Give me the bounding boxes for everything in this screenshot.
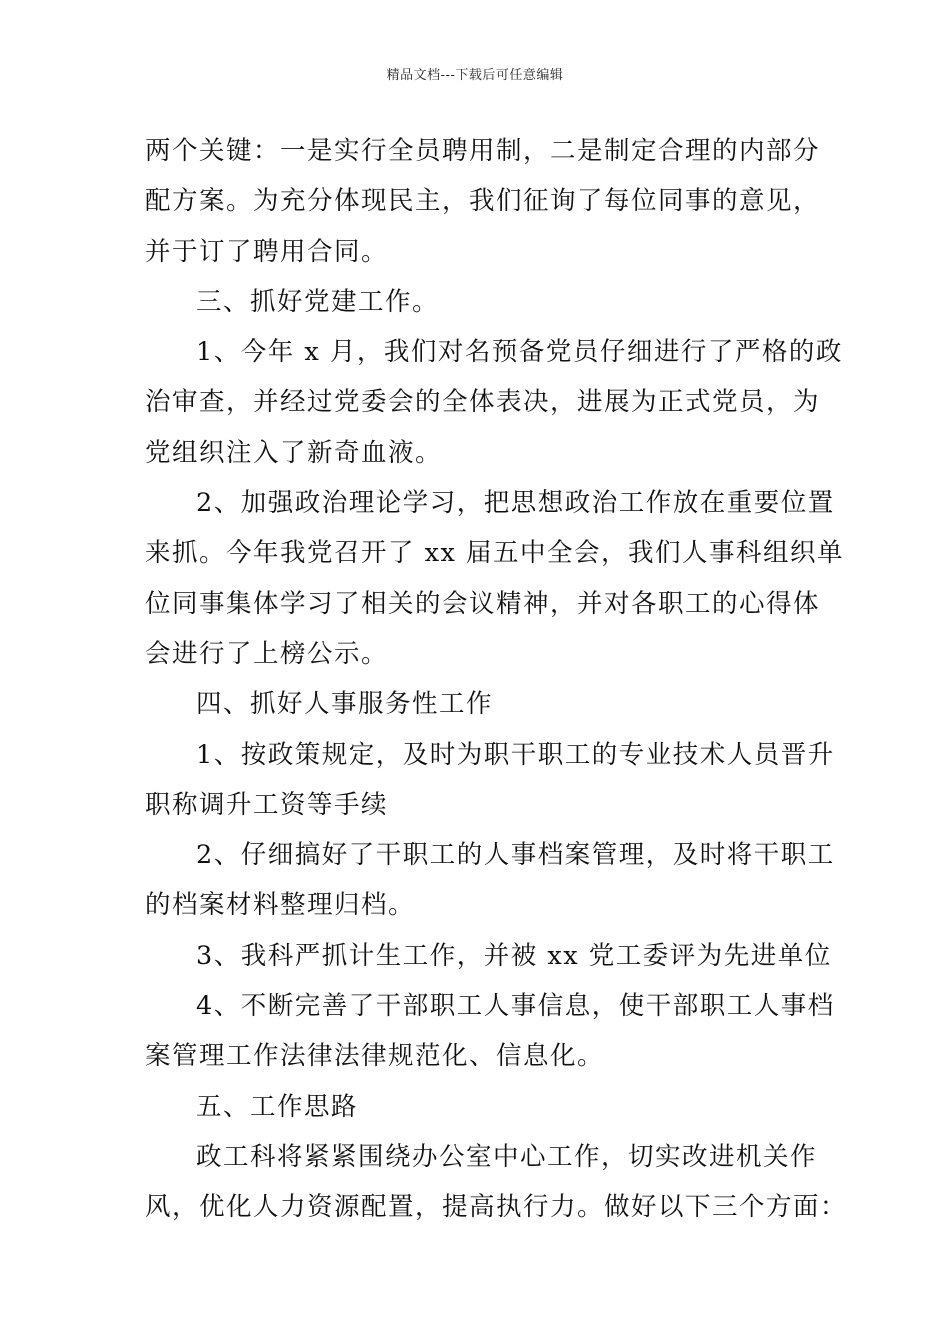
text-line: 配方案。为充分体现民主，我们征询了每位同事的意见， bbox=[145, 186, 821, 217]
text-line: 风，优化人力资源配置，提高执行力。做好以下三个方面： bbox=[145, 1192, 848, 1223]
text-line: 1、今年 x 月，我们对名预备党员仔细进行了严格的政 bbox=[196, 337, 843, 368]
text-line: 2、加强政治理论学习，把思想政治工作放在重要位置 bbox=[196, 488, 835, 519]
page-header: 精品文档---下载后可任意编辑 bbox=[386, 68, 564, 83]
section-heading: 五、工作思路 bbox=[196, 1091, 359, 1122]
section-heading: 三、抓好党建工作。 bbox=[196, 286, 440, 317]
text-line: 并于订了聘用合同。 bbox=[145, 236, 389, 267]
text-line: 位同事集体学习了相关的会议精神，并对各职工的心得体 bbox=[145, 588, 821, 619]
text-line: 两个关键：一是实行全员聘用制，二是制定合理的内部分 bbox=[145, 136, 821, 166]
section-heading: 四、抓好人事服务性工作 bbox=[196, 689, 494, 720]
text-line: 职称调升工资等手续 bbox=[145, 789, 389, 820]
text-line: 2、仔细搞好了干职工的人事档案管理，及时将干职工 bbox=[196, 840, 835, 871]
text-line: 案管理工作法律法律规范化、信息化。 bbox=[145, 1041, 605, 1072]
text-line: 政工科将紧紧围绕办公室中心工作，切实改进机关作 bbox=[196, 1141, 818, 1172]
text-line: 来抓。今年我党召开了 xx 届五中全会，我们人事科组织单 bbox=[145, 538, 844, 569]
text-line: 党组织注入了新奇血液。 bbox=[145, 437, 443, 468]
text-line: 治审查，并经过党委会的全体表决，进展为正式党员，为 bbox=[145, 387, 821, 418]
text-line: 会进行了上榜公示。 bbox=[145, 638, 389, 669]
text-line: 4、不断完善了干部职工人事信息，使干部职工人事档 bbox=[196, 991, 835, 1022]
text-line: 1、按政策规定，及时为职干职工的专业技术人员晋升 bbox=[196, 739, 835, 770]
text-line: 的档案材料整理归档。 bbox=[145, 890, 416, 921]
document-body bbox=[145, 126, 848, 1233]
text-line: 3、我科严抓计生工作，并被 xx 党工委评为先进单位 bbox=[196, 940, 832, 971]
